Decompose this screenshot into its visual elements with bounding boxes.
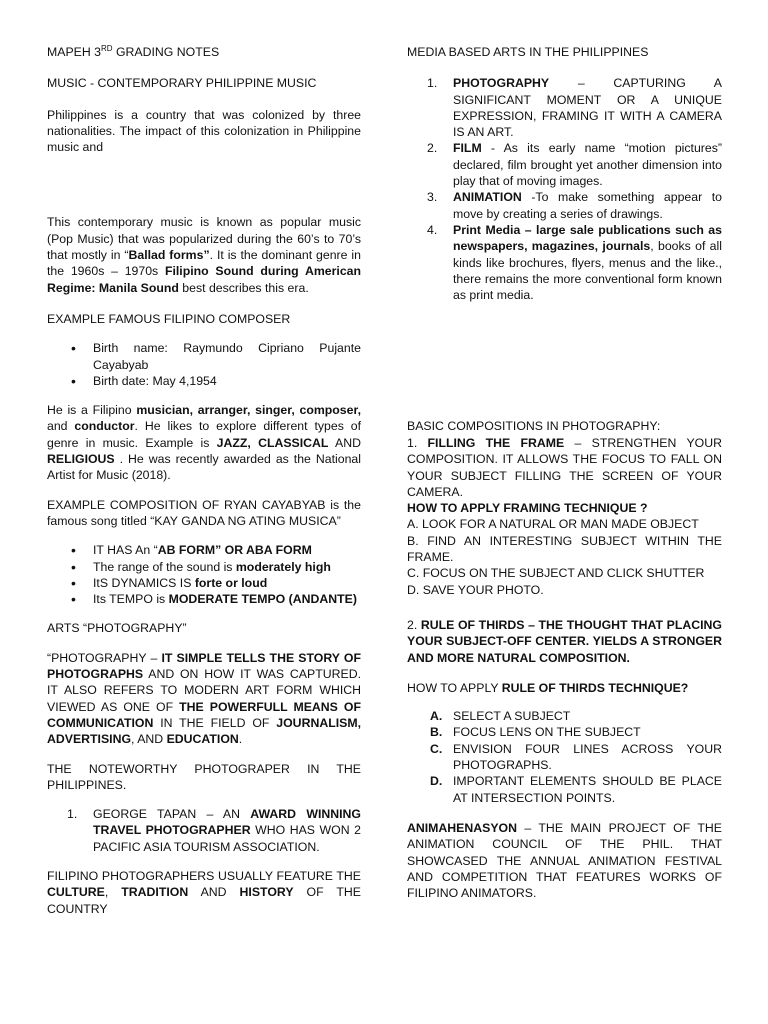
list-item: • The range of the sound is moderately high: [47, 559, 361, 575]
notes-heading: MAPEH 3RD GRADING NOTES: [47, 44, 220, 59]
animahenasyon-paragraph: ANIMAHENASYON – THE MAIN PROJECT OF THE ANIMATION COUNCIL OF THE PHIL. THAT SHOWCASED THE ANNUAL ANIMATION FESTIVAL AND COMPETITION THAT FEATURES WORKS OF FILIPINO ANIMATORS.: [407, 820, 722, 901]
music-title: MUSIC - CONTEMPORARY PHILIPPINE MUSIC: [47, 76, 317, 91]
list-item: 1. PHOTOGRAPHY – CAPTURING A SIGNIFICANT MOMENT OR A UNIQUE EXPRESSION, FRAMING IT WITH A CAMERA IS AN ART.: [427, 76, 722, 140]
list-item: D. IMPORTANT ELEMENTS SHOULD BE PLACE AT INTERSECTION POINTS.: [430, 774, 722, 805]
right-column: [407, 40, 722, 901]
composition-intro: EXAMPLE COMPOSITION OF RYAN CAYABYAB is the famous song titled “KAY GANDA NG ATING MUSICA”: [47, 497, 361, 528]
thirds-steps: [407, 708, 722, 806]
thirds-question: HOW TO APPLY RULE OF THIRDS TECHNIQUE?: [407, 680, 689, 695]
feature-paragraph: FILIPINO PHOTOGRAPHERS USUALLY FEATURE THE CULTURE, TRADITION AND HISTORY OF THE COUNTRY: [47, 868, 361, 916]
left-column: [47, 40, 361, 917]
composer-bio: He is a Filipino musician, arranger, singer, composer, and conductor. He likes to explore different types of genre in music. Example is JAZZ, CLASSICAL AND RELIGIOUS . He was recently awarded as the National Artist for Music (2018).: [47, 403, 361, 483]
list-item: • ItS DYNAMICS IS forte or loud: [47, 575, 361, 591]
list-item: • IT HAS An “AB FORM” OR ABA FORM: [47, 542, 361, 558]
arts-title: ARTS “PHOTOGRAPHY”: [47, 621, 187, 636]
media-arts-title: MEDIA BASED ARTS IN THE PHILIPPINES: [407, 45, 649, 59]
compositions-section: [407, 435, 722, 901]
list-item: 3. ANIMATION -To make something appear to move by creating a series of drawings.: [427, 190, 722, 221]
list-item: 2. FILM - As its early name “motion pictures” declared, film brought yet another dimension into play that of moving images.: [427, 141, 722, 189]
basic-compositions-title: BASIC COMPOSITIONS IN PHOTOGRAPHY:: [407, 419, 661, 433]
list-item: • Its TEMPO is MODERATE TEMPO (ANDANTE): [47, 591, 361, 607]
composition-bullets: [47, 542, 361, 607]
media-arts-list: [407, 75, 722, 303]
photography-definition: “PHOTOGRAPHY – IT SIMPLE TELLS THE STORY OF PHOTOGRAPHS AND ON HOW IT WAS CAPTURED. IT ALSO REFERS TO MODERN ART FORM WHICH VIEWED AS ONE OF THE POWERFULL MEANS OF COMMUNICATION IN THE FIELD OF JOURNALISM, ADVERTISING, AND EDUCATION.: [47, 650, 361, 747]
list-item: 1. GEORGE TAPAN – AN AWARD WINNING TRAVEL PHOTOGRAPHER WHO HAS WON 2 PACIFIC ASIA TOURISM ASSOCIATION.: [67, 807, 361, 854]
rule-of-thirds-paragraph: 2. RULE OF THIRDS – THE THOUGHT THAT PLACING YOUR SUBJECT-OFF CENTER. YIELDS A STRONGER AND MORE NATURAL COMPOSITION.: [407, 617, 722, 665]
noteworthy-title: THE NOTEWORTHY PHOTOGRAPER IN THE PHILIPPINES.: [47, 761, 361, 792]
framing-question: HOW TO APPLY FRAMING TECHNIQUE ?: [407, 501, 648, 516]
framing-step: D. SAVE YOUR PHOTO.: [407, 582, 544, 597]
composer-title: EXAMPLE FAMOUS FILIPINO COMPOSER: [47, 311, 291, 326]
list-item: B. FOCUS LENS ON THE SUBJECT: [430, 725, 641, 740]
framing-step: C. FOCUS ON THE SUBJECT AND CLICK SHUTTER: [407, 566, 705, 581]
photographer-list: [47, 806, 361, 855]
list-item: 4. Print Media – large sale publications such as newspapers, magazines, journals, books of all kinds like brochures, flyers, menus and the like., there remains the more conventional form known as print media.: [427, 222, 722, 303]
heading-superscript: RD: [101, 44, 113, 53]
filling-frame-paragraph: 1. FILLING THE FRAME – STRENGTHEN YOUR COMPOSITION. IT ALLOWS THE FOCUS TO FALL ON YOUR SUBJECT FILLING THE SCREEN OF YOUR CAMERA.: [407, 436, 722, 499]
list-item: • Birth name: Raymundo Cipriano Pujante Cayabyab: [47, 340, 361, 373]
list-item: A. SELECT A SUBJECT: [430, 709, 571, 724]
list-item: C. ENVISION FOUR LINES ACROSS YOUR PHOTOGRAPHS.: [430, 741, 722, 773]
composer-bullets: [47, 340, 361, 389]
framing-step: B. FIND AN INTERESTING SUBJECT WITHIN THE FRAME.: [407, 533, 722, 565]
framing-step: A. LOOK FOR A NATURAL OR MAN MADE OBJECT: [407, 517, 699, 532]
list-item: • Birth date: May 4,1954: [47, 373, 361, 389]
intro-paragraph: Philippines is a country that was colonized by three nationalities. The impact of this colonization in Philippine music and: [47, 107, 361, 155]
pop-music-paragraph: This contemporary music is known as popular music (Pop Music) that was popularized during the 60’s to 70’s that mostly in “Ballad forms”. It is the dominant genre in the 1960s – 1970s Filipino Sound during American Regime: Manila Sound best describes this era.: [47, 215, 362, 295]
